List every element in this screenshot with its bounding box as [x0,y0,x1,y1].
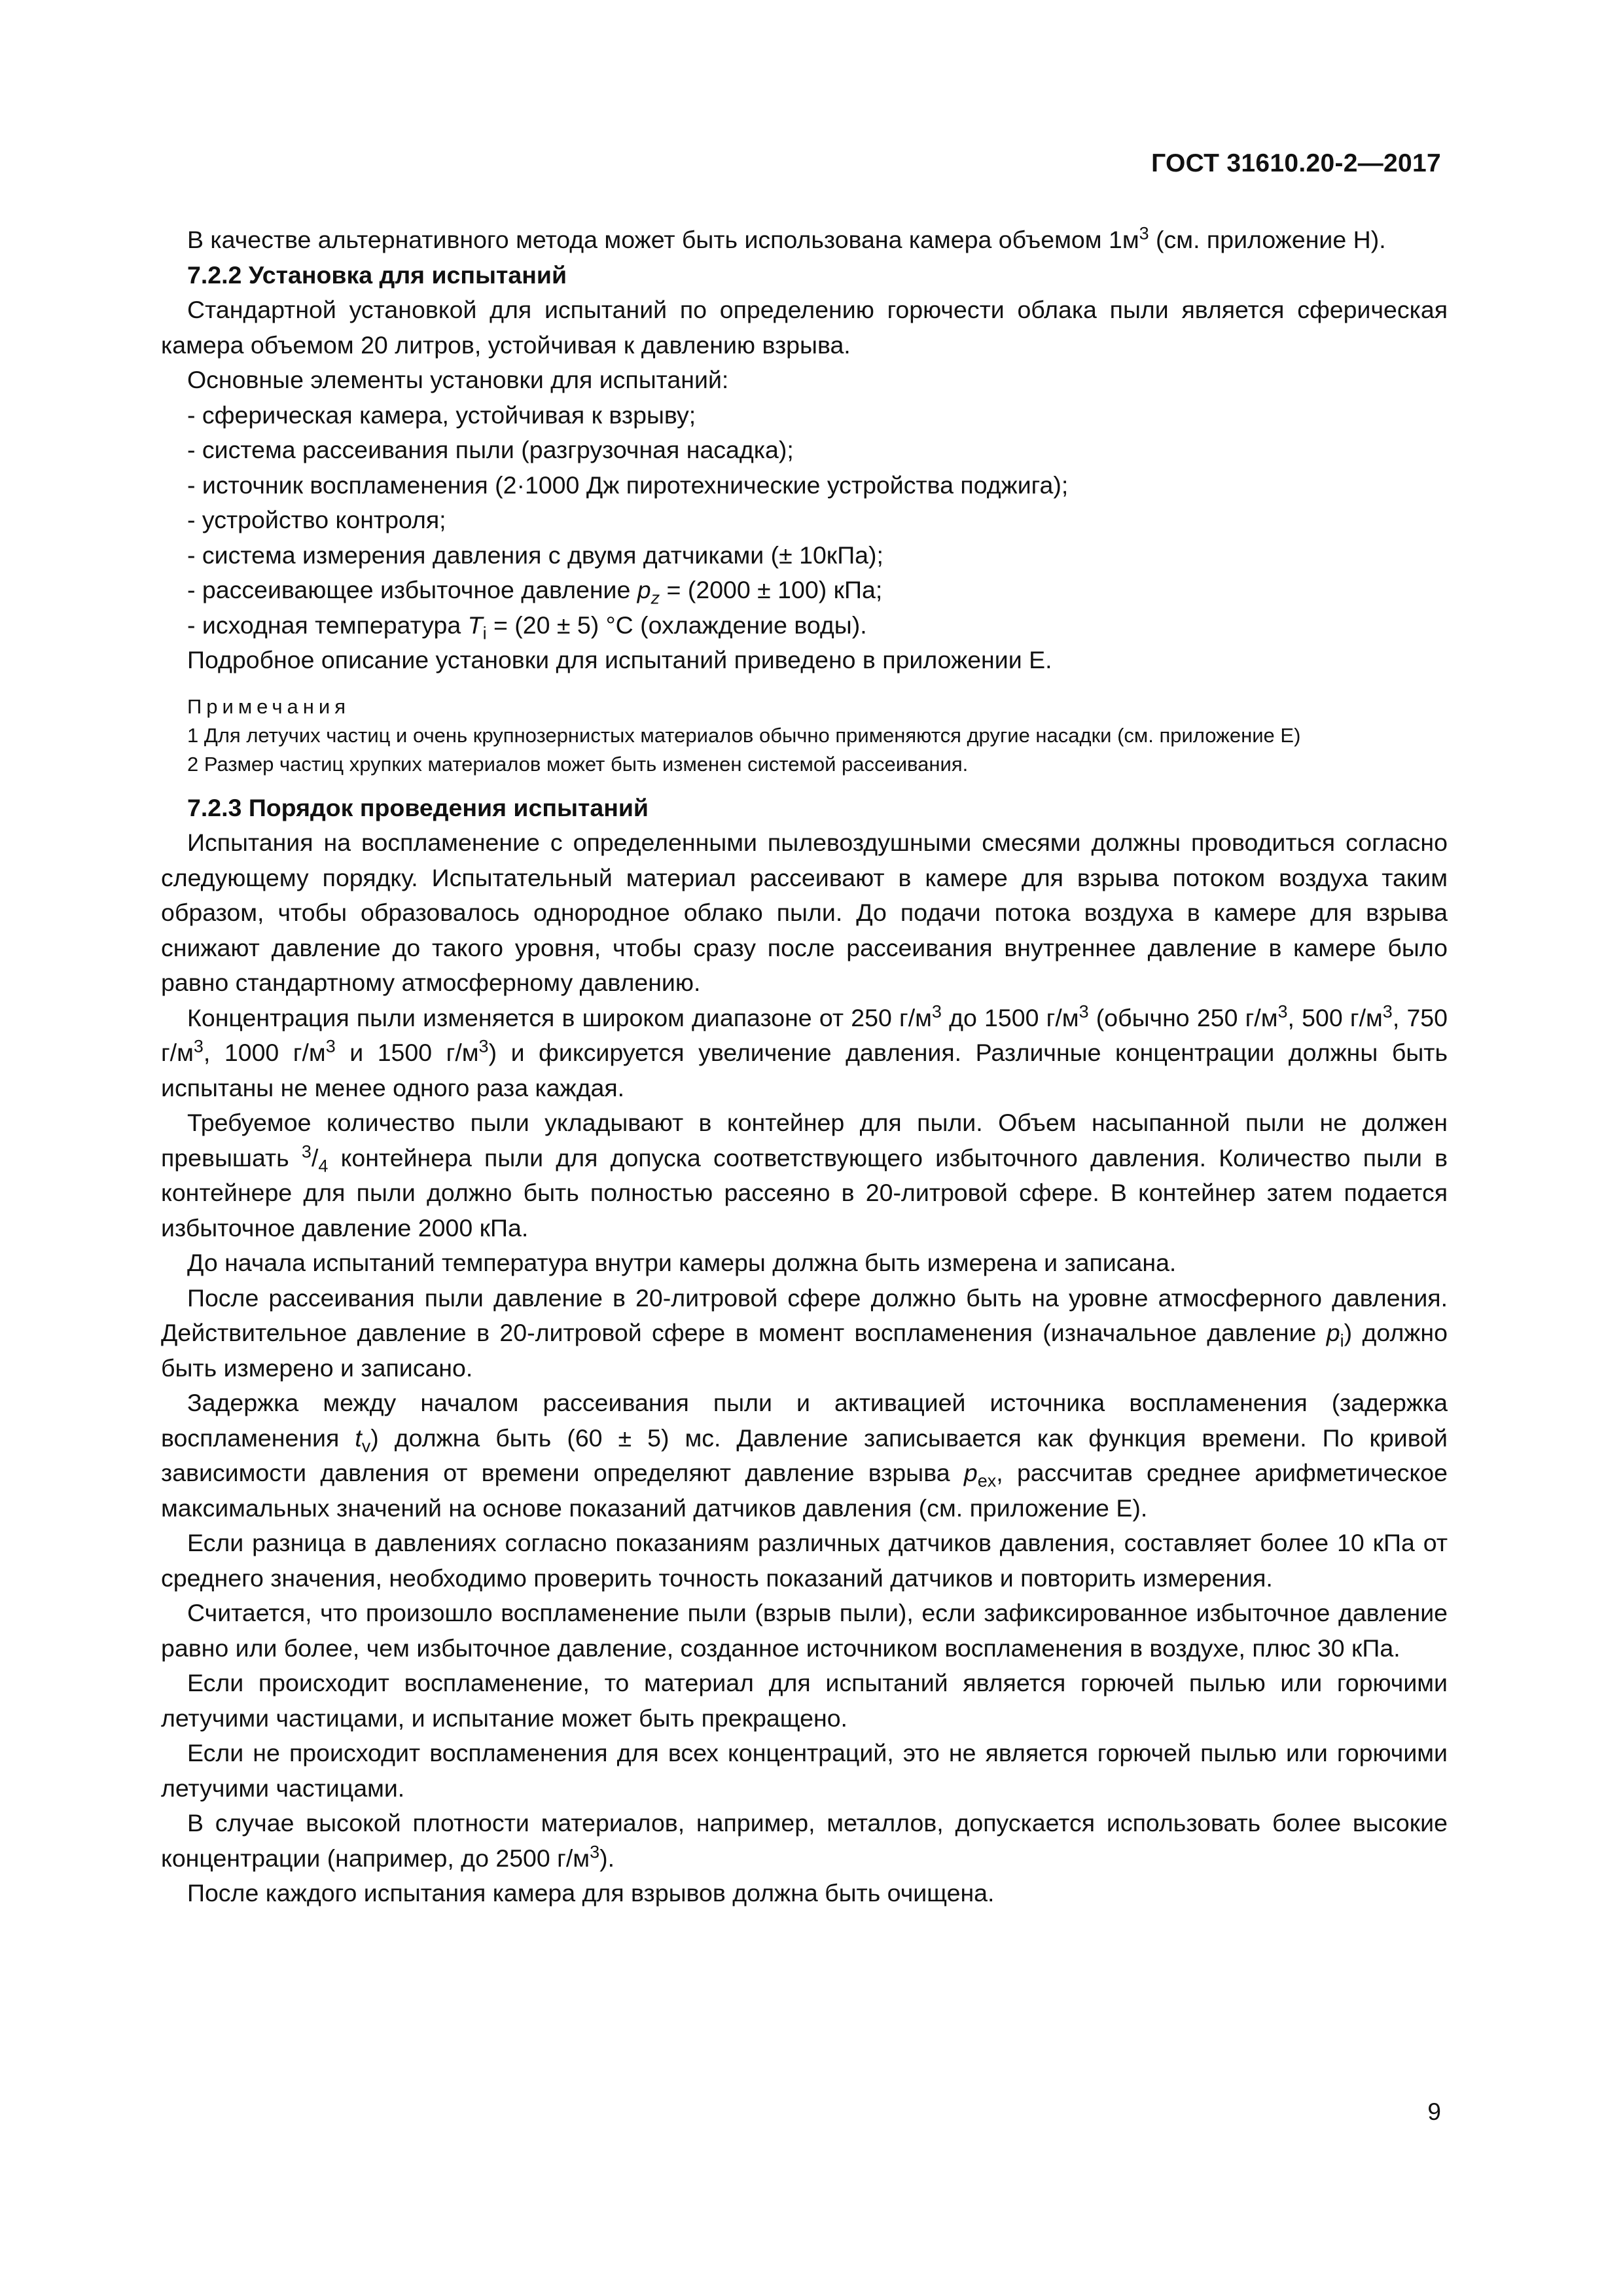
section-heading-7-2-3: 7.2.3 Порядок проведения испытаний [187,793,649,821]
paragraph: Основные элементы установки для испытаний: [187,366,729,393]
paragraph: До начала испытаний температура внутри камеры должна быть измерена и записана. [187,1249,1177,1276]
list-item: - сферическая камера, устойчивая к взрыву; [187,401,696,429]
list-item: - источник воспламенения (2·1000 Дж пиротехнические устройства поджига); [187,471,1069,499]
document-header: ГОСТ 31610.20-2—2017 [1151,149,1441,177]
document-body [161,223,1448,1911]
equipment-list [161,398,1448,643]
list-item: - исходная температура $T_i = (20 \pm 5)$ °С (охлаждение воды). [187,611,867,643]
paragraph: Концентрация пыли изменяется в широком диапазоне от 250 $г/м^3$ до 1500 $г/м^3$ (обычно 250 $г/м^3$, 500 $г/м^3$, 750 $г/м^3$, 1000 $г/м^3$ и 1500 $г/м^3$) и фиксируется увеличение давления. Различные концентрации должны быть испытаны не менее одного раза каждая. [161,1001,1448,1102]
paragraph: Задержка между началом рассеивания пыли и активацией источника воспламенения (задержка воспламенения $t_v$) должна быть (60 ± 5) мс. Давление записывается как функция времени. По кривой зависимости давления от времени определяют давление взрыва $p_{ex}$, рассчитав среднее арифметическое максимальных значений на основе показаний датчиков давления (см. приложение Е). [161,1389,1448,1522]
paragraph: Требуемое количество пыли укладывают в контейнер для пыли. Объем насыпанной пыли не должен превышать $^3/_4$ контейнера пыли для допуска соответствующего избыточного давления. Количество пыли в контейнере для пыли должно быть полностью рассеяно в 20-литровой сфере. В контейнер затем подается избыточное давление 2000 кПа. [161,1109,1448,1242]
intro-paragraph: В качестве альтернативного метода может быть использована камера объемом $1м^3$ (см. приложение Н). [187,223,1386,253]
paragraph: Считается, что произошло воспламенение пыли (взрыв пыли), если зафиксированное избыточное давление равно или более, чем избыточное давление, созданное источником воспламенения в воздухе, плюс 30 кПа. [161,1599,1448,1662]
paragraph: После рассеивания пыли давление в 20-литровой сфере должно быть на уровне атмосферного давления. Действительное давление в 20-литровой сфере в момент воспламенения (изначальное давление $p_i$) должно быть измерено и записано. [161,1283,1448,1382]
paragraph: Если разница в давлениях согласно показаниям различных датчиков давления, составляет более 10 кПа от среднего значения, необходимо проверить точность показаний датчиков и повторить измерения. [161,1529,1448,1592]
paragraph: Если не происходит воспламенения для всех концентраций, это не является горючей пылью или горючими летучими частицами. [161,1739,1448,1802]
notes-block [161,692,1448,779]
paragraph: В случае высокой плотности материалов, например, металлов, допускается использовать более высокие концентрации (например, до 2500 $г/м^3$). [161,1809,1448,1872]
paragraph: Подробное описание установки для испытаний приведено в приложении Е. [187,646,1052,673]
paragraph: После каждого испытания камера для взрывов должна быть очищена. [187,1879,995,1907]
list-item: - устройство контроля; [187,506,446,533]
page-number: 9 [1427,2098,1441,2125]
list-item: - система измерения давления с двумя датчиками (± 10кПа); [187,541,883,569]
paragraph: Если происходит воспламенение, то материал для испытаний является горючей пылью или горючими летучими частицами, и испытание может быть прекращено. [161,1669,1448,1732]
notes-title: Примечания [187,694,350,718]
note-1: 1 Для летучих частиц и очень крупнозернистых материалов обычно применяются другие насадки (см. приложение Е) [187,723,1301,747]
list-item: - система рассеивания пыли (разгрузочная насадка); [187,436,794,463]
list-item: - рассеивающее избыточное давление $p_z = (2000 \pm 100)$ кПа; [187,576,883,608]
section-heading-7-2-2: 7.2.2 Установка для испытаний [187,260,567,289]
note-2: 2 Размер частиц хрупких материалов может быть изменен системой рассеивания. [187,752,969,776]
paragraph: Испытания на воспламенение с определенными пылевоздушными смесями должны проводиться согласно следующему порядку. Испытательный материал рассеивают в камере для взрыва потоком воздуха таким образом, чтобы образовалось однородное облако пыли. До подачи потока воздуха в камере для взрыва снижают давление до такого уровня, чтобы сразу после рассеивания внутреннее давление в камере было равно стандартному атмосферному давлению. [161,829,1448,996]
paragraph: Стандартной установкой для испытаний по определению горючести облака пыли является сферическая камера объемом 20 литров, устойчивая к давлению взрыва. [161,296,1448,359]
